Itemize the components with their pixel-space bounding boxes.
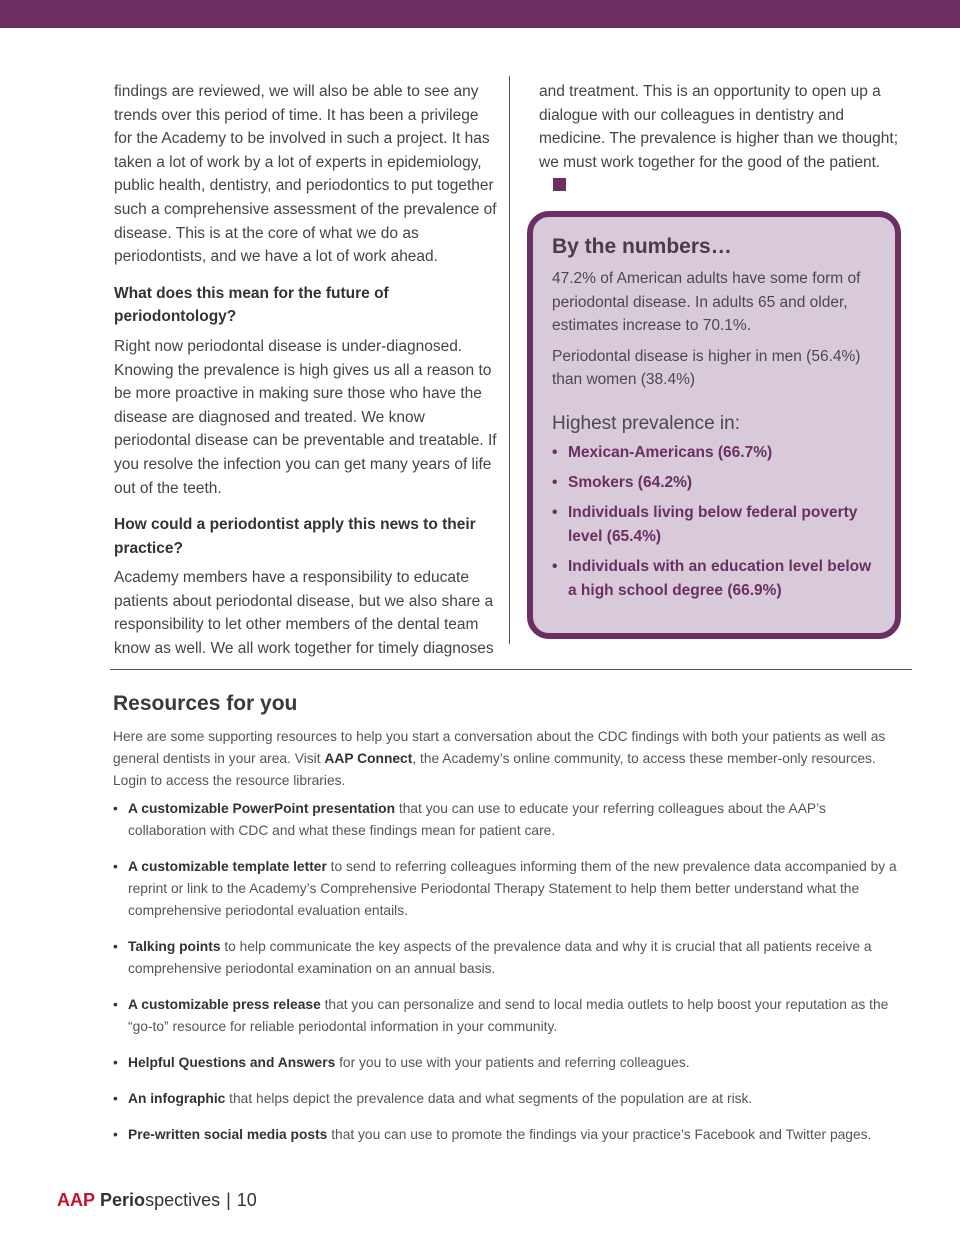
prevalence-item: • Smokers (64.2%) [552,471,882,495]
page-number: 10 [236,1190,257,1210]
question-heading-future: What does this mean for the future of periodontology? [114,284,389,326]
numbers-stat-adults: 47.2% of American adults have some form of periodontal disease. In adults 65 and older, estimates increase to 70.1%. [552,270,861,335]
resources-list [113,798,903,1146]
prevalence-list [552,441,882,603]
column-divider [509,76,510,644]
numbers-stat-gender: Periodontal disease is higher in men (56.4%) than women (38.4%) [552,347,861,389]
resource-title: A customizable press release [128,997,321,1012]
intro-text-end: , the Academy’s online community, to access these member-only resources. Login to access the resource libraries. [113,751,876,788]
page-footer [57,1190,257,1211]
resource-title: Talking points [128,939,221,954]
resource-item-press-release [113,994,903,1038]
right-column [539,80,899,198]
resource-description: that you can use to educate your referring colleagues about the AAP’s collaboration with CDC and what these findings mean for patient care. [128,801,826,838]
prevalence-item: • Individuals living below federal poverty level (65.4%) [552,501,882,549]
answer-paragraph-practice: Academy members have a responsibility to educate patients about periodontal disease, but we also share a responsibility to let other members of the dental team know as well. We all work together for timely diagnoses [114,569,494,658]
top-color-bar [0,0,960,28]
resource-item-template-letter [113,856,903,922]
right-paragraph-conclusion [539,80,899,198]
end-of-article-mark [553,178,566,191]
resource-description: to help communicate the key aspects of the prevalence data and why it is crucial that all patients receive a comprehensive periodontal examination on an annual basis. [128,939,872,976]
resource-item-powerpoint [113,798,903,842]
resources-title: Resources for you [113,692,298,715]
intro-text-start: Here are some supporting resources to help you start a conversation about the CDC findings with both your patients as well as general dentists in your area. Visit [113,729,886,766]
numbers-box-title: By the numbers… [552,235,732,258]
conclusion-text: and treatment. This is an opportunity to open up a dialogue with our colleagues in dentistry and medicine. The prevalence is higher than we thought; we must work together for the good of the patient. [539,83,899,171]
resource-description: to send to referring colleagues informing them of the new prevalence data accompanied by a reprint or link to the Academy’s Comprehensive Periodontal Therapy Statement to help them better understand what the comprehensive periodontal evaluation entails. [128,859,897,918]
resource-title: A customizable PowerPoint presentation [128,801,396,816]
left-paragraph-intro: findings are reviewed, we will also be able to see any trends over this period of time. It has been a privilege for the Academy to be involved in such a project. It has taken a lot of work by a lot of experts in epidemiology, public health, dentistry, and periodontics to put together such a comprehensive assessment of the prevalence of disease. This is at the core of what we do as periodontists, and we have a lot of work ahead. [114,83,497,266]
question-heading-practice: How could a periodontist apply this news to their practice? [114,516,476,557]
resource-description: for you to use with your patients and referring colleagues. [335,1055,690,1070]
resource-item-talking-points [113,936,903,980]
resource-item-qa [113,1052,903,1074]
numbers-box-subtitle: Highest prevalence in: [552,412,740,434]
resource-item-infographic [113,1088,903,1110]
resource-description: that helps depict the prevalence data and what segments of the population are at risk. [225,1091,753,1106]
resource-title: Helpful Questions and Answers [128,1055,336,1070]
aap-connect-link[interactable]: AAP Connect [324,751,413,766]
prevalence-item: • Individuals with an education level below a high school degree (66.9%) [552,555,882,603]
footer-brand-rest: spectives [145,1190,221,1210]
answer-paragraph-future: Right now periodontal disease is under-diagnosed. Knowing the prevalence is high gives us all a reason to be more proactive in making sure those who have the disease are diagnosed and treated. We know periodontal disease can be preventable and treatable. If you resolve the infection you can get many years of life out of the teeth. [114,337,497,497]
footer-brand-aap: AAP [57,1190,96,1210]
footer-publication-name [100,1190,220,1210]
section-divider [110,669,912,670]
by-the-numbers-box [527,211,901,639]
resource-title: A customizable template letter [128,859,327,874]
resource-description: that you can personalize and send to local media outlets to help boost your reputation as the “go-to” resource for reliable periodontal information in your community. [128,997,889,1034]
resources-section [113,692,903,1146]
resource-title: An infographic [128,1091,226,1106]
footer-brand-perio: Perio [100,1190,146,1210]
resource-title: Pre-written social media posts [128,1127,328,1142]
footer-separator: | [226,1190,231,1210]
prevalence-item: • Mexican-Americans (66.7%) [552,441,882,465]
resource-description: that you can use to promote the findings via your practice’s Facebook and Twitter pages. [327,1127,872,1142]
resources-intro [113,726,903,792]
resource-item-social-posts [113,1124,903,1146]
left-column [114,80,499,661]
